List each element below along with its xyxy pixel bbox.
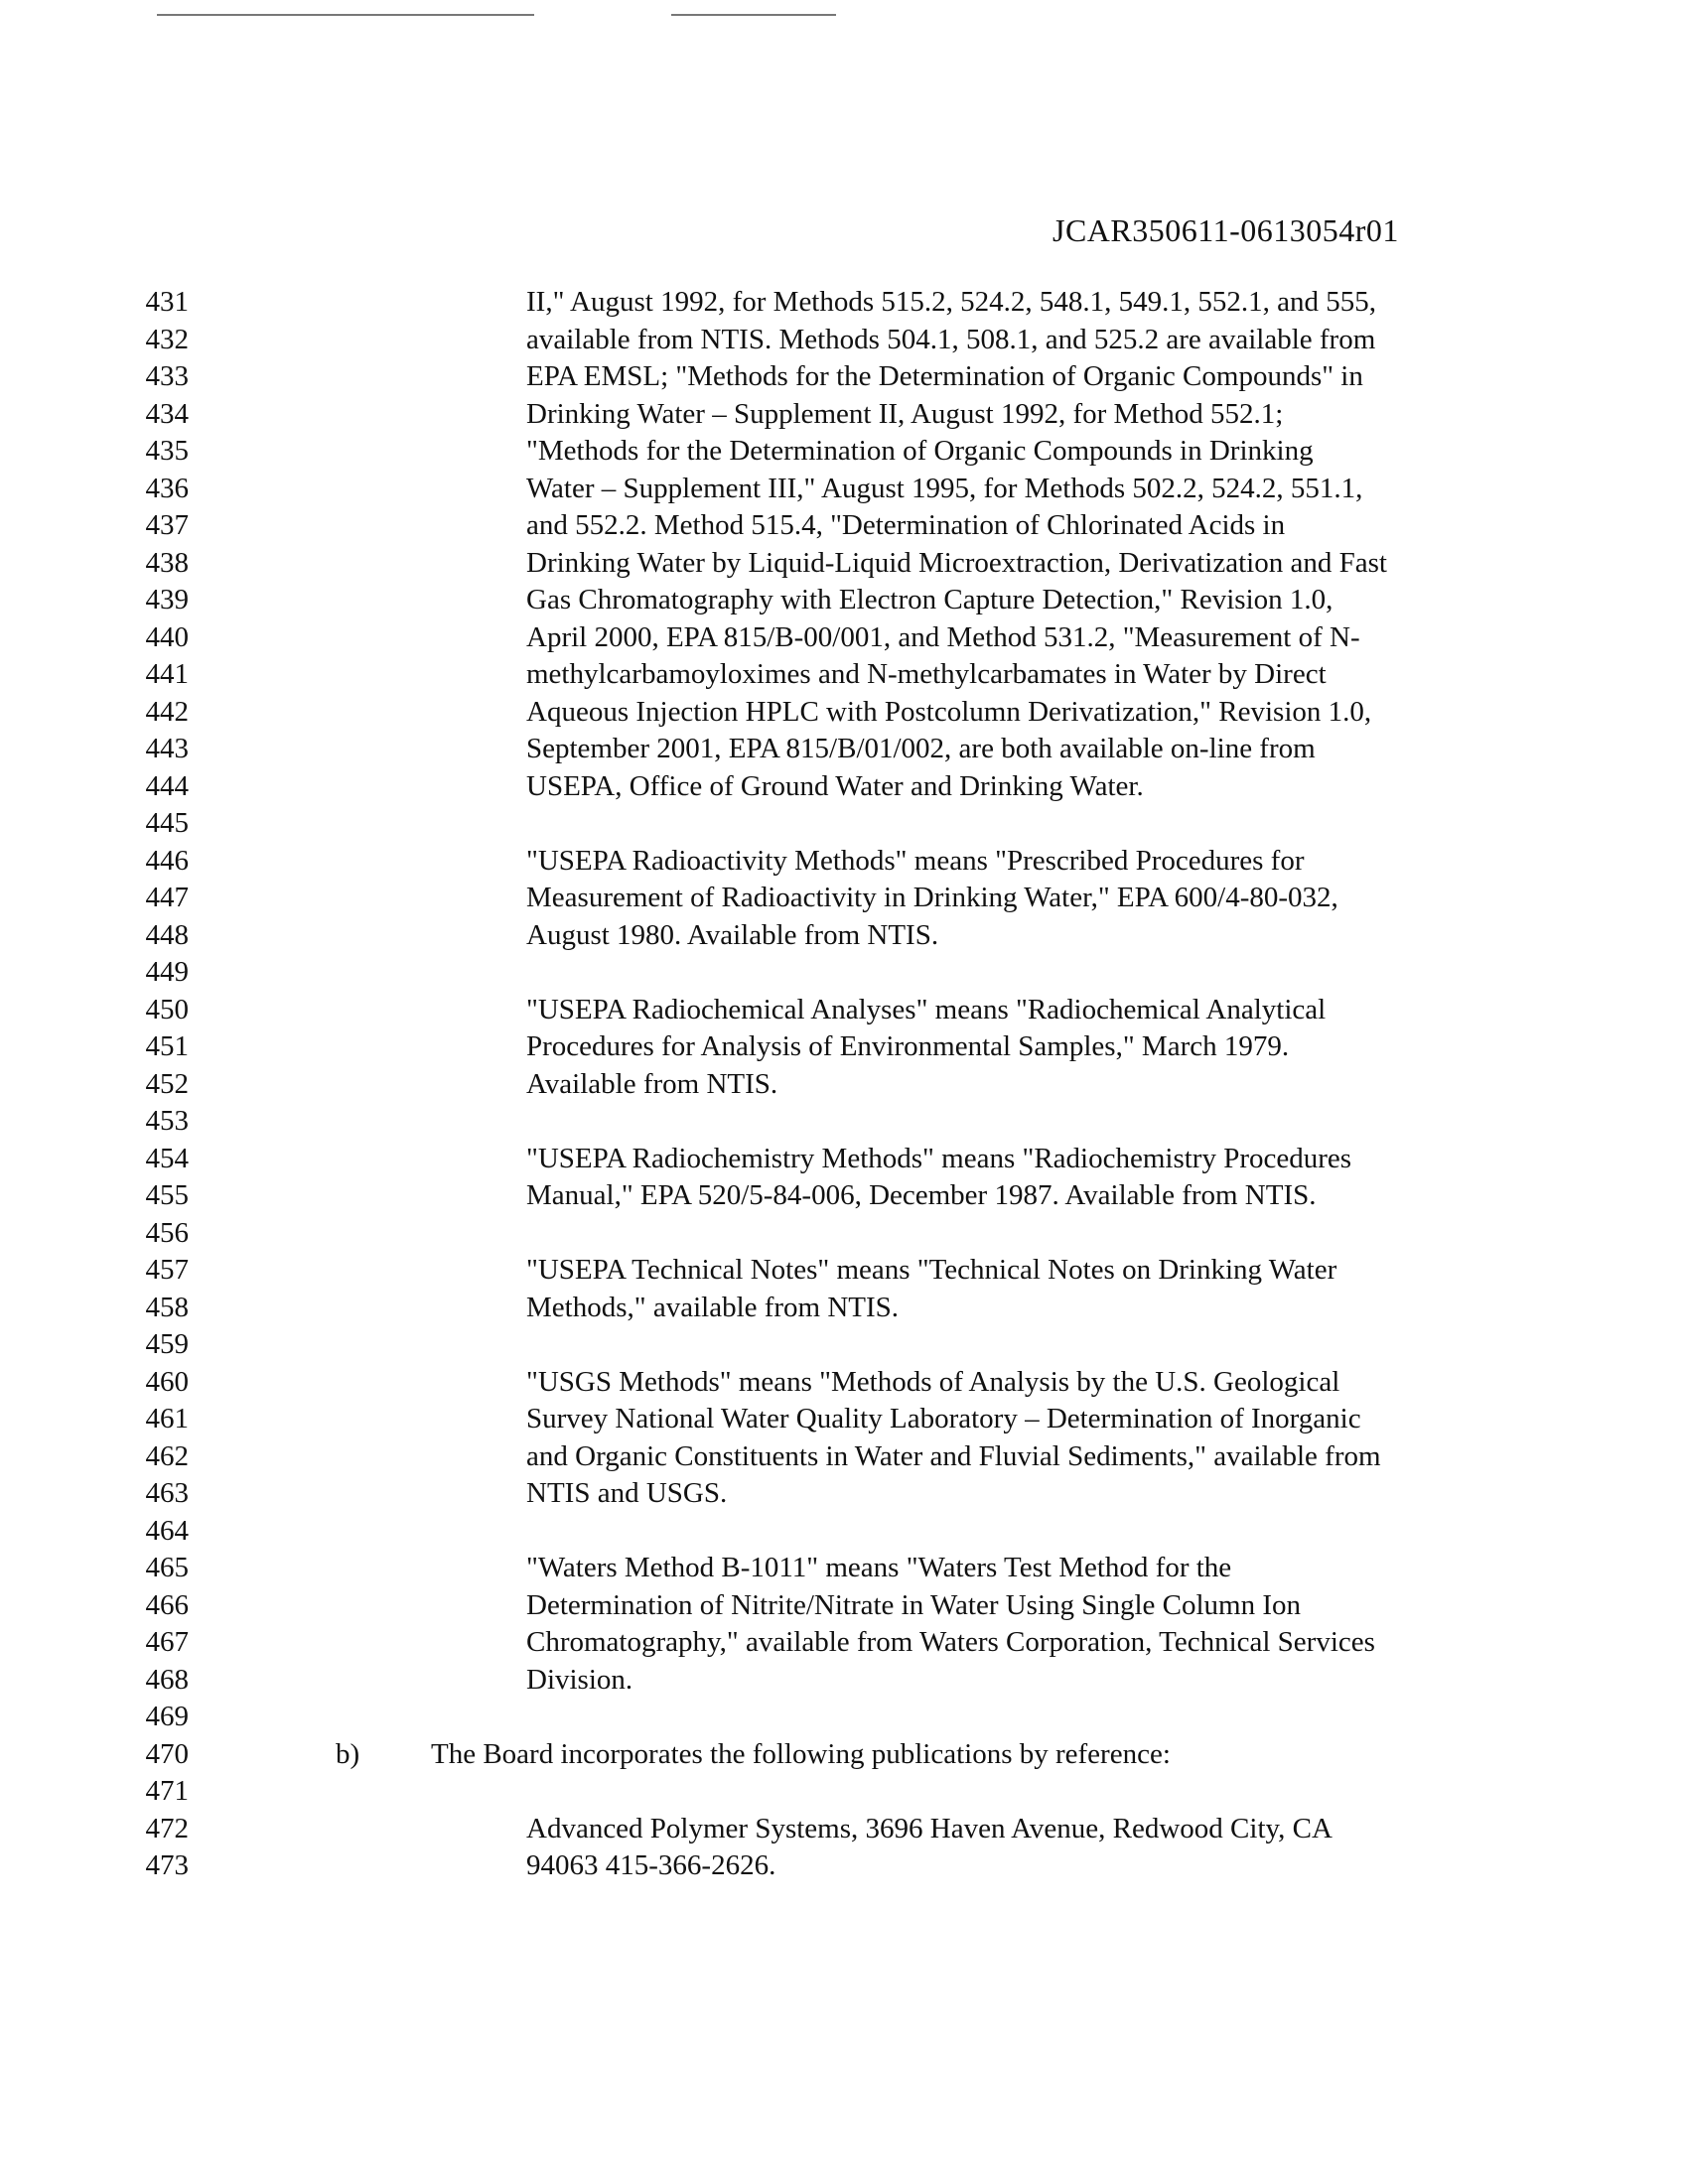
line-number: 437 (145, 509, 189, 541)
line-number: 444 (145, 770, 189, 802)
line-number: 439 (145, 584, 189, 615)
text-line: available from NTIS. Methods 504.1, 508.1, and 525.2 are available from (526, 324, 1376, 355)
line-number: 445 (145, 807, 189, 839)
text-line: April 2000, EPA 815/B-00/001, and Method 531.2, "Measurement of N- (526, 621, 1360, 653)
text-line: "USEPA Radiochemical Analyses" means "Radiochemical Analytical (526, 994, 1327, 1025)
line-number: 449 (145, 956, 189, 988)
line-number: 436 (145, 473, 189, 504)
top-rule-right (671, 14, 836, 16)
line-number: 442 (145, 696, 189, 728)
text-line: "USGS Methods" means "Methods of Analysis by the U.S. Geological (526, 1366, 1340, 1398)
text-line: NTIS and USGS. (526, 1477, 728, 1509)
text-line: The Board incorporates the following publications by reference: (431, 1738, 1171, 1770)
text-line: Manual," EPA 520/5-84-006, December 1987. Available from NTIS. (526, 1179, 1317, 1211)
line-number: 448 (145, 919, 189, 951)
text-line: Gas Chromatography with Electron Capture Detection," Revision 1.0, (526, 584, 1333, 615)
text-line: "Waters Method B-1011" means "Waters Test Method for the (526, 1552, 1232, 1583)
text-line: Chromatography," available from Waters Corporation, Technical Services (526, 1626, 1375, 1658)
line-number: 432 (145, 324, 189, 355)
line-number: 468 (145, 1664, 189, 1696)
document-id: JCAR350611-0613054r01 (1052, 212, 1399, 248)
line-number: 469 (145, 1701, 189, 1732)
text-line: "USEPA Radiochemistry Methods" means "Radiochemistry Procedures (526, 1143, 1352, 1174)
text-line: II," August 1992, for Methods 515.2, 524.2, 548.1, 549.1, 552.1, and 555, (526, 286, 1377, 318)
text-line: Measurement of Radioactivity in Drinking Water," EPA 600/4-80-032, (526, 882, 1338, 913)
text-line: Division. (526, 1664, 633, 1696)
line-number: 472 (145, 1813, 189, 1844)
text-line: Drinking Water by Liquid-Liquid Microextraction, Derivatization and Fast (526, 547, 1387, 579)
line-number: 463 (145, 1477, 189, 1509)
line-number: 440 (145, 621, 189, 653)
text-line: Determination of Nitrite/Nitrate in Water Using Single Column Ion (526, 1589, 1301, 1621)
text-line: EPA EMSL; "Methods for the Determination of Organic Compounds" in (526, 360, 1363, 392)
line-number: 453 (145, 1105, 189, 1137)
line-number: 452 (145, 1068, 189, 1100)
text-line: Methods," available from NTIS. (526, 1292, 900, 1323)
line-number: 443 (145, 733, 189, 764)
line-number: 471 (145, 1775, 189, 1807)
line-number: 455 (145, 1179, 189, 1211)
text-line: August 1980. Available from NTIS. (526, 919, 939, 951)
text-line: USEPA, Office of Ground Water and Drinking Water. (526, 770, 1144, 802)
text-line: "Methods for the Determination of Organic Compounds in Drinking (526, 435, 1314, 467)
text-line: 94063 415-366-2626. (526, 1849, 776, 1881)
subsection-marker: b) (336, 1738, 360, 1770)
line-number: 454 (145, 1143, 189, 1174)
text-line: methylcarbamoyloximes and N-methylcarbamates in Water by Direct (526, 658, 1327, 690)
line-number: 461 (145, 1403, 189, 1434)
line-number: 456 (145, 1217, 189, 1249)
line-number: 459 (145, 1328, 189, 1360)
text-line: Aqueous Injection HPLC with Postcolumn Derivatization," Revision 1.0, (526, 696, 1372, 728)
line-number: 457 (145, 1254, 189, 1286)
text-line: and 552.2. Method 515.4, "Determination of Chlorinated Acids in (526, 509, 1286, 541)
text-line: Advanced Polymer Systems, 3696 Haven Avenue, Redwood City, CA (526, 1813, 1333, 1844)
line-number: 451 (145, 1030, 189, 1062)
text-line: Available from NTIS. (526, 1068, 778, 1100)
line-number: 458 (145, 1292, 189, 1323)
line-number: 441 (145, 658, 189, 690)
text-line: Survey National Water Quality Laboratory – Determination of Inorganic (526, 1403, 1361, 1434)
top-rule-left (157, 14, 534, 16)
line-number: 435 (145, 435, 189, 467)
text-line: "USEPA Radioactivity Methods" means "Prescribed Procedures for (526, 845, 1305, 877)
line-number: 464 (145, 1515, 189, 1547)
line-number: 462 (145, 1440, 189, 1472)
line-number: 446 (145, 845, 189, 877)
line-number: 473 (145, 1849, 189, 1881)
line-number: 447 (145, 882, 189, 913)
text-line: Drinking Water – Supplement II, August 1992, for Method 552.1; (526, 398, 1284, 430)
text-line: and Organic Constituents in Water and Fluvial Sediments," available from (526, 1440, 1381, 1472)
line-number: 431 (145, 286, 189, 318)
line-number: 438 (145, 547, 189, 579)
line-number: 434 (145, 398, 189, 430)
text-line: September 2001, EPA 815/B/01/002, are both available on-line from (526, 733, 1316, 764)
line-number: 466 (145, 1589, 189, 1621)
text-line: Water – Supplement III," August 1995, for Methods 502.2, 524.2, 551.1, (526, 473, 1363, 504)
line-number: 433 (145, 360, 189, 392)
line-number: 450 (145, 994, 189, 1025)
line-number: 470 (145, 1738, 189, 1770)
text-line: Procedures for Analysis of Environmental Samples," March 1979. (526, 1030, 1290, 1062)
line-number: 465 (145, 1552, 189, 1583)
line-number: 460 (145, 1366, 189, 1398)
line-number: 467 (145, 1626, 189, 1658)
text-line: "USEPA Technical Notes" means "Technical Notes on Drinking Water (526, 1254, 1337, 1286)
